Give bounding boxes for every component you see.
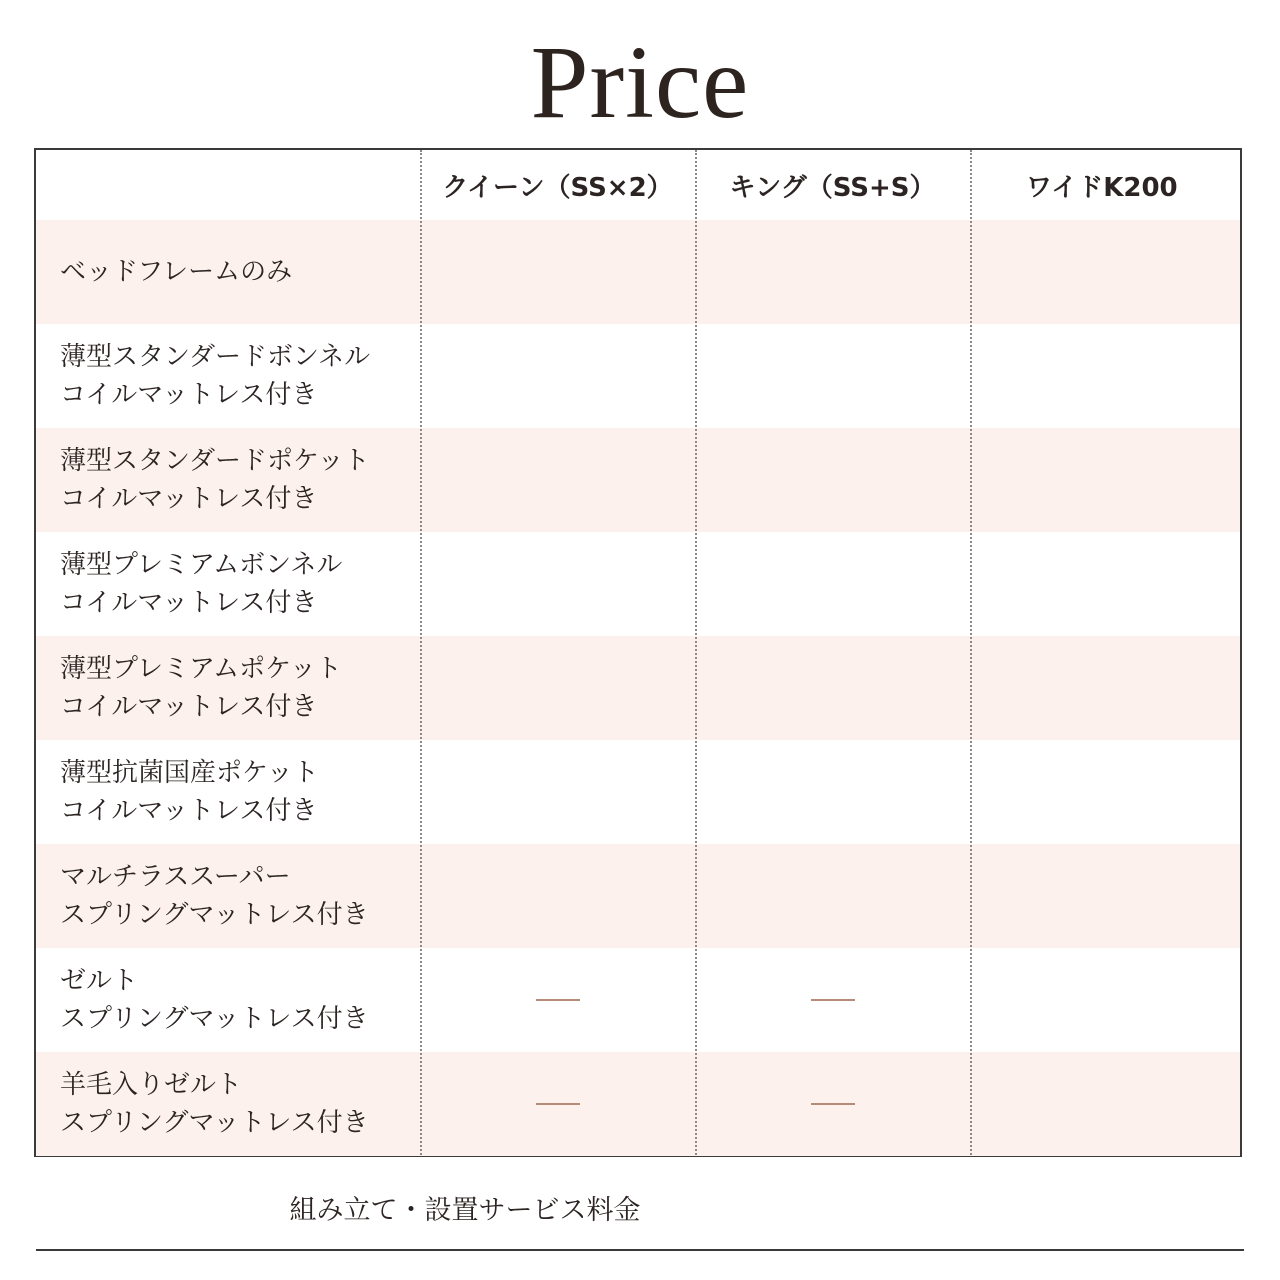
price-cell-wide	[970, 324, 1240, 428]
table-row	[36, 740, 1240, 844]
price-cell-wide	[970, 844, 1240, 948]
header-cell-empty	[36, 150, 420, 220]
price-cell-queen	[420, 844, 695, 948]
not-available-dash	[811, 999, 855, 1001]
row-label	[36, 428, 420, 532]
price-cell-wide	[970, 740, 1240, 844]
price-cell-king	[695, 1052, 970, 1156]
price-cell-king	[695, 220, 970, 324]
table-row	[36, 1052, 1240, 1156]
price-cell-wide	[970, 1052, 1240, 1156]
row-label-line1: 薄型プレミアムボンネル	[60, 550, 343, 580]
row-label-line2: コイルマットレス付き	[60, 692, 318, 722]
price-cell-king	[695, 324, 970, 428]
header-cell-wide-k200: ワイドK200	[1026, 172, 1178, 203]
row-label	[36, 844, 420, 948]
price-cell-king	[695, 844, 970, 948]
price-table	[34, 148, 1242, 1157]
page-title: Price	[530, 25, 750, 140]
price-cell-king	[695, 636, 970, 740]
price-cell-king	[695, 740, 970, 844]
price-cell-queen	[420, 324, 695, 428]
price-cell-wide	[970, 636, 1240, 740]
table-row	[36, 636, 1240, 740]
row-label-line2: コイルマットレス付き	[60, 796, 318, 826]
not-available-dash	[811, 1103, 855, 1105]
row-label	[36, 1052, 420, 1156]
header-cell-queen: クイーン（SS×2）	[442, 172, 673, 203]
table-row	[36, 948, 1240, 1052]
row-label-line2: コイルマットレス付き	[60, 588, 318, 618]
price-cell-queen	[420, 1052, 695, 1156]
row-label-line2: スプリングマットレス付き	[60, 900, 369, 930]
row-label	[36, 324, 420, 428]
row-label	[36, 948, 420, 1052]
price-cell-king	[695, 948, 970, 1052]
column-divider	[420, 150, 422, 1155]
column-divider	[695, 150, 697, 1155]
price-cell-wide	[970, 532, 1240, 636]
footer-divider	[36, 1249, 1244, 1251]
not-available-dash	[536, 1103, 580, 1105]
row-label-line1: マルチラススーパー	[60, 862, 291, 892]
table-header-row	[36, 150, 1240, 220]
row-label	[36, 532, 420, 636]
row-label-line2: コイルマットレス付き	[60, 380, 318, 410]
price-cell-queen	[420, 636, 695, 740]
row-label	[36, 636, 420, 740]
header-cell-king: キング（SS+S）	[729, 172, 936, 203]
price-cell-queen	[420, 220, 695, 324]
row-label-line1: 薄型抗菌国産ポケット	[60, 758, 319, 788]
table-row	[36, 220, 1240, 324]
price-cell-queen	[420, 948, 695, 1052]
column-divider	[970, 150, 972, 1155]
price-cell-wide	[970, 220, 1240, 324]
row-label-line1: 薄型スタンダードポケット	[60, 446, 370, 476]
price-cell-queen	[420, 428, 695, 532]
table-row	[36, 844, 1240, 948]
row-label-line2: スプリングマットレス付き	[60, 1108, 369, 1138]
row-label-line1: 薄型スタンダードボンネル	[60, 342, 371, 372]
row-label-line2: コイルマットレス付き	[60, 484, 318, 514]
row-label-line1: 薄型プレミアムポケット	[60, 654, 342, 684]
row-label-line1: ゼルト	[60, 966, 139, 996]
row-label	[36, 220, 420, 324]
price-cell-wide	[970, 948, 1240, 1052]
price-cell-king	[695, 428, 970, 532]
price-cell-queen	[420, 532, 695, 636]
assembly-service-label: 組み立て・設置サービス料金	[289, 1195, 641, 1226]
row-label	[36, 740, 420, 844]
row-label-line1: 羊毛入りゼルト	[60, 1070, 243, 1100]
table-row	[36, 428, 1240, 532]
table-row	[36, 532, 1240, 636]
row-label-line2: スプリングマットレス付き	[60, 1004, 369, 1034]
row-label-line1: ベッドフレームのみ	[60, 257, 293, 287]
price-cell-wide	[970, 428, 1240, 532]
price-cell-king	[695, 532, 970, 636]
price-cell-queen	[420, 740, 695, 844]
not-available-dash	[536, 999, 580, 1001]
table-row	[36, 324, 1240, 428]
